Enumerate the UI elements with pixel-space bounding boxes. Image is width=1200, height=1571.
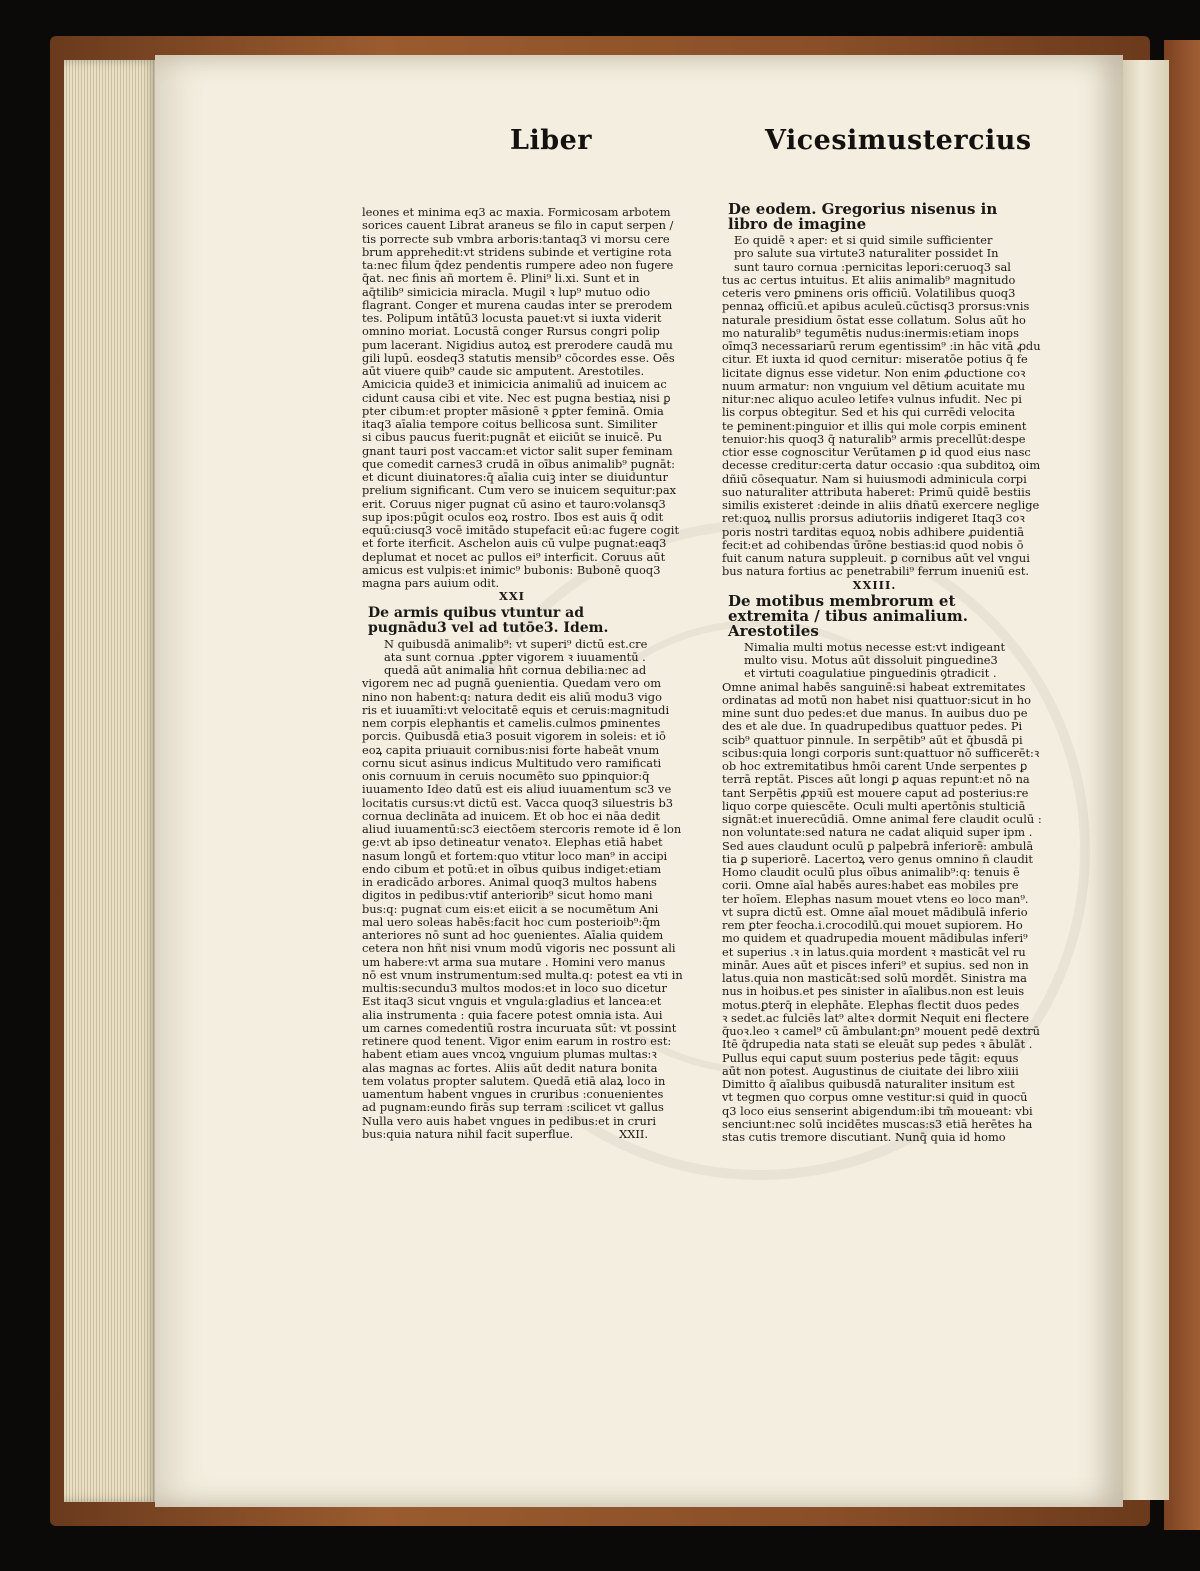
text-line: cetera non hñt nisi vnum modū vigoris nec possunt ali xyxy=(362,941,676,956)
text-line: nasum longū et fortem:quo vtitur loco man⁹ in accipi xyxy=(362,848,668,863)
left-body-text xyxy=(362,636,683,1128)
text-line: multis:secundu3 multos modos:et in loco suo dicetur xyxy=(362,981,667,995)
text-line: alia instrumenta : quia facere potest omnia ista. Aui xyxy=(362,1007,663,1022)
text-line: mo naturalib⁹ tegumētis nudus:inermis:etiam inops xyxy=(722,325,1019,340)
text-line: ordinatas ad motū non habet nisi quattuor:sicut in ho xyxy=(722,692,1031,707)
text-line: omnino moriat. Locustā conger Rursus congri polip xyxy=(362,324,660,339)
text-line: vt supra dictū est. Omne aīal mouet mādibulā inferio xyxy=(722,904,1028,919)
text-line: poris nostri tarditas equoꝝ nobis adhibere ꝓuidentiā xyxy=(722,524,1025,539)
text-line: mo quidem et quadrupedia mouent mādibulas inferi⁹ xyxy=(722,931,1028,946)
text-line: habent etiam aues vncoꝝ vnguium plumas multas:ꝛ xyxy=(362,1047,657,1062)
text-line: senciunt:nec solū incidētes muscas:s3 etiā herētes ha xyxy=(722,1116,1033,1131)
text-line: onis cornuum in ceruis nocumēto suo ꝑpinquior:q̄ xyxy=(362,769,650,783)
text-line: tenuior:his quoq3 q̄ naturalib⁹ armis precellūt:despe xyxy=(722,431,1026,446)
text-line: brum apprehedit:vt stridens subinde et vertigine rota xyxy=(362,244,672,259)
text-line: gnant tauri post vaccam:et victor salit super feminam xyxy=(362,443,673,458)
text-line: aliud iuuamentū:sc3 eiectōem stercoris remote id ē lon xyxy=(362,822,682,836)
text-line: naturale presidium ōstat esse collatum. Solus aūt ho xyxy=(722,312,1026,327)
facing-page-edge xyxy=(1122,60,1169,1500)
text-line: Omne animal habēs sanguinē:si habeat extremitates xyxy=(722,679,1026,694)
text-line: pro salute sua virtute3 naturaliter possidet In xyxy=(734,246,999,261)
text-line: citur. Et iuxta id quod cernitur: miseratōe potius q̄ fe xyxy=(722,352,1028,367)
text-line: q̄uoꝛ.leo ꝛ camel⁹ cū āmbulant:ꝑn⁹ mouent pedē dextrū xyxy=(722,1024,1040,1038)
text-line: equū:ciusq3 vocē imitādo stupefacit eū:ac fugere cogit xyxy=(362,523,680,537)
text-line: vigorem nec ad pugnā ꝯuenientia. Quedam vero om xyxy=(362,676,662,691)
text-line: et superius .ꝛ in latus.quia mordent ꝛ masticāt vel ru xyxy=(722,944,1026,959)
text-line: que comedit carnes3 crudā in oībus animalib⁹ pugnāt: xyxy=(362,456,675,471)
text-line: licitate dignus esse videtur. Non enim ꝓductione coꝛ xyxy=(722,365,1026,380)
text-line: tia ꝑ superiorē. Lacertoꝝ vero genus omnino n̄ claudit xyxy=(722,851,1033,866)
text-line: ris et iuuamīti:vt velocitatē equis et ceruis:magnitudi xyxy=(362,702,670,717)
text-line: scibus:quia longi corporis sunt:quattuor nō sufficerēt:ꝛ xyxy=(722,745,1040,760)
text-line: pennaꝝ officiū.et apibus aculeū.cūctisq3 prorsus:vnis xyxy=(722,299,1030,314)
text-line: digitos in pedibus:vtif anteriorib⁹ sicut homo mani xyxy=(362,888,653,903)
text-line: si cibus paucus fuerit:pugnāt et eiiciūt se inuicē. Pu xyxy=(362,430,662,445)
left-top-text xyxy=(362,205,680,590)
chapter-heading-right: De motibus membrorum et extremita / tibus animalium. Arestotiles xyxy=(728,591,968,640)
text-line: ata sunt cornua .ꝑpter vigorem ꝛ iuuamentū . xyxy=(384,649,646,664)
text-line: eoꝝ capita priuauit cornibus:nisi forte habeāt vnum xyxy=(362,742,660,757)
text-line: retinere quod tenent. Vigor enim earum in rostro est: xyxy=(362,1034,672,1048)
text-line: ret:quoꝝ nullis prorsus adiutoriis indigeret Itaq3 coꝛ xyxy=(722,511,1025,526)
text-line: iuuamento Ideo datū est eis aliud iuuamentum sc3 ve xyxy=(362,782,672,797)
text-line: Itē q̄drupedia nata stati se eleuāt sup pedes ꝛ ābulāt . xyxy=(722,1037,1033,1052)
running-header-left: Liber xyxy=(510,125,593,156)
text-line: Pullus equi caput suum posterius pede tāgit: equus xyxy=(722,1050,1019,1065)
text-line: nem corpis elephantis et camelis.culmos ꝑminentes xyxy=(362,716,661,730)
text-line: locitatis cursus:vt dictū est. Vacca quoq3 siluestris b3 xyxy=(362,795,674,810)
text-line: magna pars auium odit. xyxy=(362,576,500,590)
text-line: et virtuti coagulatiue pinguedinis ꝯtradicit . xyxy=(744,666,997,681)
text-line: um carnes comedentiū rostra incuruata sūt: vt possint xyxy=(362,1020,677,1035)
text-line: non voluntate:sed natura ne cadat aliquid super ipm . xyxy=(722,825,1033,840)
text-line: Sed aues claudunt oculū ꝑ palpebrā inferiorē: ambulā xyxy=(722,838,1034,853)
text-line: signāt:et inuerecūdiā. Omne animal fere claudit oculū : xyxy=(722,812,1042,826)
text-line: vt tegmen quo corpus omne vestitur:si quid in quocū xyxy=(722,1090,1028,1105)
text-line: motus.ꝑterq̄ in elephāte. Elephas flectit duos pedes xyxy=(722,997,1020,1012)
text-line: ge:vt ab ipso detineatur venatoꝛ. Elephas etiā habet xyxy=(362,835,663,850)
text-line: terrā reptāt. Pisces aūt longi ꝑ aquas repunt:et nō na xyxy=(722,772,1030,787)
text-line: uamentum habent vngues in cruribus :conuenientes xyxy=(362,1087,664,1101)
text-line: cidunt causa cibi et vite. Nec est pugna bestiaꝝ nisi ꝑ xyxy=(362,390,671,405)
text-line: pter cibum:et propter māsionē ꝛ ꝑpter feminā. Omia xyxy=(362,403,664,418)
text-line: ctior esse cognoscitur Verūtamen ꝑ id quod eius nasc xyxy=(722,445,1031,459)
text-line: dñiū cōsequatur. Nam si huiusmodi adminicula corpi xyxy=(722,471,1027,486)
text-line: des et ale due. In quadrupedibus quattuor pedes. Pi xyxy=(722,719,1023,734)
text-line: decesse creditur:certa datur occasio :qua subditoꝝ oim xyxy=(722,458,1041,473)
text-line: tus ac certus intuitus. Et aliis animalib⁹ magnitudo xyxy=(722,272,1016,287)
chapter-heading-left: De armis quibus vtuntur ad pugnādu3 vel ad tutōe3. Idem. xyxy=(368,604,609,636)
left-last-line xyxy=(362,1128,662,1141)
text-line: corii. Omne aīal habēs aures:habet eas mobiles pre xyxy=(722,878,1019,893)
text-line: nitur:nec aliquo aculeo letifeꝛ vulnus infudit. Nec pi xyxy=(722,392,1022,406)
text-line: amicus est vulpis:et inimic⁹ bubonis: Bubonē quoq3 xyxy=(362,562,661,577)
text-line: tis porrecte sub vmbra arboris:tantaq3 vi morsu cere xyxy=(362,231,670,246)
text-line: Amicicia quide3 et inimicicia animaliū ad inuicem ac xyxy=(362,377,667,392)
text-line: liquo corpe quiescēte. Oculi multi apertōnis stulticiā xyxy=(722,798,1026,813)
text-line: tes. Polipum intātū3 locusta pauet:vt si iuxta viderit xyxy=(362,311,662,325)
page-edges xyxy=(64,60,158,1502)
text-line: deplumat et nocet ac pullos ei⁹ interficit. Coruus aūt xyxy=(362,549,666,564)
text-column-right xyxy=(722,200,1042,1144)
text-line: gili lupū. eosdeq3 statutis mensib⁹ cōcordes esse. Oēs xyxy=(362,350,675,365)
text-line: endo cibum et potū:et in oībus quibus indiget:etiam xyxy=(362,861,662,876)
text-line: ad pugnam:eundo firās sup terram :scilicet vt gallus xyxy=(362,1100,664,1115)
text-line: rem ꝑter feocha.i.crocodilū.qui mouet supiorem. Ho xyxy=(722,918,1023,932)
text-line: lis corpus obtegitur. Sed et his qui currēdi velocita xyxy=(722,405,1015,420)
text-line: et dicunt diuinatores:q̄ aīalia cuiꝫ inter se diuiduntur xyxy=(362,470,668,484)
text-line: te ꝑeminent:pinguior et illis qui mole corpis eminent xyxy=(722,418,1027,433)
text-line: minār. Aues aūt et pisces inferi⁹ et supius. sed non in xyxy=(722,957,1029,972)
right-top-text xyxy=(722,233,1041,579)
text-line: q̄at. nec finis añ mortem ē. Plini⁹ li.xi. Sunt et in xyxy=(362,271,640,286)
text-line: stas cutis tremore discutiant. Nunq̄ quia id homo xyxy=(722,1130,1006,1144)
chapter-number-21: XXI xyxy=(498,589,525,604)
text-line: Homo claudit oculū plus oībus animalib⁹:q: tenuis ē xyxy=(722,865,1020,879)
text-line: erit. Coruus niger pugnat cū asino et tauro:volansq3 xyxy=(362,496,666,511)
text-line: cornu sicut asinus indicus Multitudo vero ramificati xyxy=(362,755,662,770)
text-line: in eradicādo arbores. Animal quoq3 multos habens xyxy=(362,875,657,889)
running-header-right: Vicesimustercius xyxy=(765,125,1032,156)
chapter-number-23: XXIII. xyxy=(852,577,897,592)
text-line: latus.quia non masticāt:sed solū mordēt. Sinistra ma xyxy=(722,971,1027,985)
text-line: et forte iterficit. Aschelon auis cū vulpe pugnat:eaq3 xyxy=(362,536,667,551)
text-line: Nimalia multi motus necesse est:vt indigeant xyxy=(744,639,1006,654)
text-line: suo naturaliter attributa haberet: Primū quidē bestiis xyxy=(722,484,1031,499)
text-line: similis existeret :deinde in aliis dñatū exercere neglige xyxy=(722,498,1040,512)
text-line: q3 loco eius senserint abigendum:ibi tm̄ moueant: vbi xyxy=(722,1103,1033,1118)
text-line: leones et minima eq3 ac maxia. Formicosam arbotem xyxy=(362,205,671,219)
text-line: oīmq3 necessariarū rerum egentissim⁹ :in hāc vitā ꝓdu xyxy=(722,339,1041,353)
text-line: itaq3 aīalia tempore coitus bellicosa sunt. Similiter xyxy=(362,417,658,431)
book-cover-right xyxy=(1164,40,1200,1530)
text-line: pum lacerant. Nigidius autoꝝ est prerodere caudā mu xyxy=(362,337,673,352)
text-line: aq̄tilib⁹ simicicia miracla. Mugil ꝛ lup⁹ mutuo odio xyxy=(362,284,651,299)
text-line: multo visu. Motus aūt dissoluit pinguedine3 xyxy=(744,653,998,667)
chapter-number-22: XXII. xyxy=(619,1126,648,1141)
text-line: ter hoīem. Elephas nasum mouet vtens eo loco man⁹. xyxy=(722,891,1029,906)
text-line: sup ipos:pūgit oculos eoꝝ rostro. Ibos est auis q̄ odit xyxy=(362,509,664,524)
text-line: prelium significant. Cum vero se inuicem sequitur:pax xyxy=(362,483,677,498)
text-line: nino non habent:q: natura dedit eis aliū modu3 vigo xyxy=(362,689,662,704)
text-line: fuit canum natura suppleuit. ꝑ cornibus aūt vel vngui xyxy=(722,551,1030,565)
text-line: Eo quidē ꝛ aper: et si quid simile sufficienter xyxy=(734,233,993,247)
text-line: sorices cauent Librat araneus se filo in caput serpen / xyxy=(362,218,674,233)
section-heading-right-1: De eodem. Gregorius nisenus in libro de imagine xyxy=(728,200,998,233)
text-line: ob hoc extremitatibus hmōi carent Unde serpentes ꝑ xyxy=(722,759,1028,773)
text-line: tem volatus propter salutem. Quedā etiā alaꝝ loco in xyxy=(362,1073,666,1088)
text-line: mal uero soleas habēs:facit hoc cum posterioib⁹:q̄m xyxy=(362,914,661,929)
text-line: bus:q: pugnat cum eis:et eiicit a se nocumētum Ani xyxy=(362,901,659,916)
text-line: tant Serpētis ꝓpꝛiū est mouere caput ad posterius:re xyxy=(722,785,1029,800)
left-last-text: bus:quia natura nihil facit superflue. xyxy=(362,1126,574,1141)
text-line: Dimitto q̄ aīalibus quibusdā naturaliter insitum est xyxy=(722,1077,1015,1091)
text-line: aūt viuere quib⁹ caude sic amputent. Arestotiles. xyxy=(362,364,645,378)
text-column-left xyxy=(362,205,683,1141)
text-line: mine sunt duo pedes:et due manus. In auibus duo pe xyxy=(722,706,1028,720)
text-line: Nulla vero auis habet vngues in pedibus:et in cruri xyxy=(362,1113,656,1128)
text-line: quedā aūt animalia hñt cornua debilia:nec ad xyxy=(384,663,647,677)
text-line: bus natura fortius ac penetrabili⁹ ferrum inueniū est. xyxy=(722,564,1030,579)
text-line: ta:nec filum q̄dez pendentis rumpere adeo non fugere xyxy=(362,258,674,272)
text-line: Est itaq3 sicut vnguis et vngula:gladius et lancea:et xyxy=(362,994,662,1009)
text-line: ceteris vero ꝑminens oris officiū. Volatilibus quoq3 xyxy=(722,286,1016,300)
text-line: nō est vnum instrumentum:sed multa.q: potest ea vti in xyxy=(362,967,683,982)
text-line: nus in hoibus.et pes sinister in aīalibus.non est leuis xyxy=(722,984,1025,999)
text-line: nuum armatur: non vnguium vel dētium acuitate mu xyxy=(722,378,1026,393)
text-line: porcis. Quibusdā etia3 posuit vigorem in soleis: et iō xyxy=(362,729,666,744)
text-line: aūt non potest. Augustinus de ciuitate dei libro xiiii xyxy=(722,1063,1019,1078)
text-line: scib⁹ quattuor pinnule. In serpētib⁹ aūt et q̄busdā pi xyxy=(722,732,1023,747)
text-line: cornua declināta ad inuicem. Et ob hoc ei nāa dedit xyxy=(362,808,660,823)
text-line: alas magnas ac fortes. Aliis aūt dedit natura bonita xyxy=(362,1060,658,1075)
text-line: um habere:vt arma sua mutare . Homini vero manus xyxy=(362,954,666,969)
text-line: sunt tauro cornua :pernicitas lepori:ceruoq3 sal xyxy=(734,259,1011,274)
right-body-text xyxy=(722,639,1042,1145)
text-line: anteriores nō sunt ad hoc ꝯuenientes. Aīalia quidem xyxy=(362,928,664,942)
text-line: fecit:et ad cohibendas ūrōne bestias:id quod nobis ō xyxy=(722,537,1024,552)
text-line: ꝛ sedet.ac fulciēs lat⁹ alteꝛ dormit Nequit eni flectere xyxy=(722,1010,1029,1025)
text-line: flagrant. Conger et murena caudas inter se prerodem xyxy=(362,297,673,312)
text-line: N quibusdā animalib⁹: vt superi⁹ dictū est.cre xyxy=(384,636,648,651)
